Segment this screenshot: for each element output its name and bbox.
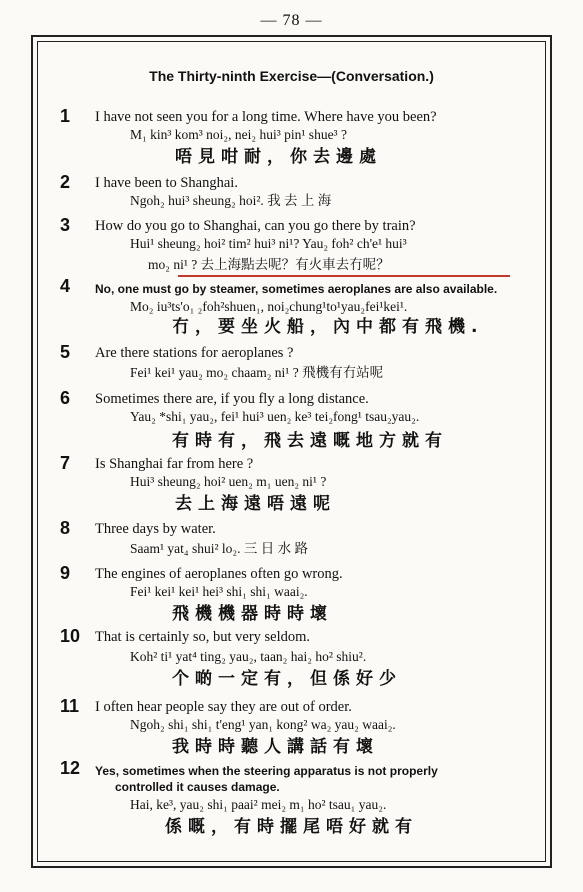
exercise-number: 4 xyxy=(60,276,71,296)
chinese-line: 有時有，飛去遠嘅地方就有 xyxy=(172,431,448,451)
romanization-line: Hai, ke³, yau₂ shi₁ paai² mei₂ m₁ ho² tsau₁ yau₂. xyxy=(130,797,387,812)
english-line: No, one must go by steamer, sometimes aeroplanes are also available. xyxy=(95,282,498,296)
english-line: Three days by water. xyxy=(95,521,216,537)
english-line: controlled it causes damage. xyxy=(115,780,280,794)
exercise-number: 10 xyxy=(60,626,81,646)
english-line: I often hear people say they are out of order. xyxy=(95,699,352,715)
english-line: Sometimes there are, if you fly a long distance. xyxy=(95,391,369,407)
exercise-number: 7 xyxy=(60,453,71,473)
exercise-number: 9 xyxy=(60,563,71,583)
chinese-line: 我時時聽人講話有壞 xyxy=(172,737,379,757)
romanization-line: Ngoh₂ hui³ sheung₂ hoi². 我 去 上 海 xyxy=(130,193,332,208)
chinese-line: 飛機機器時時壞 xyxy=(172,604,333,624)
red-underline xyxy=(178,275,510,277)
exercise-number: 8 xyxy=(60,518,71,538)
english-line: I have not seen you for a long time. Where have you been? xyxy=(95,109,437,125)
romanization-line: mo₂ ni¹ ? 去上海點去呢？有火車去冇呢？ xyxy=(148,257,390,272)
exercise-number: 3 xyxy=(60,215,71,235)
romanization-line: Yau₂ *shi₁ yau₂, fei¹ hui³ uen₂ ke³ tei₂fong¹ tsau₂yau₂. xyxy=(130,409,420,424)
exercise-number: 5 xyxy=(60,342,71,362)
chinese-line: 唔見咁耐，你去邊處 xyxy=(175,147,382,167)
chinese-line: 冇，要坐火船，內中都有飛機. xyxy=(172,317,484,337)
english-line: The engines of aeroplanes often go wrong. xyxy=(95,566,343,582)
romanization-line: Mo₂ iu³ts'o₁ ₂foh²shuen₁, noi₂chung¹to¹yau₂fei¹kei¹. xyxy=(130,299,408,314)
romanization-line: Saam¹ yat₄ shui² lo₂. 三 日 水 路 xyxy=(130,541,308,556)
romanization-line: M₁ kin³ kom³ noi₂, nei₂ hui³ pin¹ shue³ ? xyxy=(130,127,347,142)
chinese-line: 个啲一定有，但係好少 xyxy=(172,669,402,689)
english-line: I have been to Shanghai. xyxy=(95,175,238,191)
chinese-line: 係嘅，有時擺尾唔好就有 xyxy=(165,817,418,837)
chinese-line: 去上海遠唔遠呢 xyxy=(175,494,336,514)
romanization-line: Hui³ sheung₂ hoi² uen₂ m₁ uen₂ ni¹ ? xyxy=(130,474,327,489)
english-line: How do you go to Shanghai, can you go there by train? xyxy=(95,218,416,234)
exercise-number: 1 xyxy=(60,106,71,126)
exercise-number: 11 xyxy=(60,696,80,716)
romanization-line: Hui¹ sheung₂ hoi² tim² hui³ ni¹? Yau₂ foh² ch'e¹ hui³ xyxy=(130,236,407,251)
page-number: — 78 — xyxy=(260,12,323,29)
romanization-line: Ngoh₂ shi₁ shi₁ t'eng¹ yan₁ kong² wa₂ yau₂ waai₂. xyxy=(130,717,396,732)
exercise-number: 12 xyxy=(60,758,81,778)
english-line: Yes, sometimes when the steering apparatus is not properly xyxy=(95,764,438,778)
exercise-title: The Thirty-ninth Exercise—(Conversation.) xyxy=(149,68,434,84)
romanization-line: Koh² ti¹ yat⁴ ting₂ yau₂, taan₂ hai₂ ho² shiu². xyxy=(130,649,367,664)
romanization-line: Fei¹ kei¹ yau₂ mo₂ chaam₂ ni¹ ? 飛機有冇站呢 xyxy=(130,365,384,380)
exercise-number: 2 xyxy=(60,172,71,192)
english-line: That is certainly so, but very seldom. xyxy=(95,629,311,645)
english-line: Is Shanghai far from here ? xyxy=(95,456,254,472)
exercise-number: 6 xyxy=(60,388,71,408)
romanization-line: Fei¹ kei¹ kei¹ hei³ shi₁ shi₁ waai₂. xyxy=(130,584,308,599)
english-line: Are there stations for aeroplanes ? xyxy=(95,345,294,361)
